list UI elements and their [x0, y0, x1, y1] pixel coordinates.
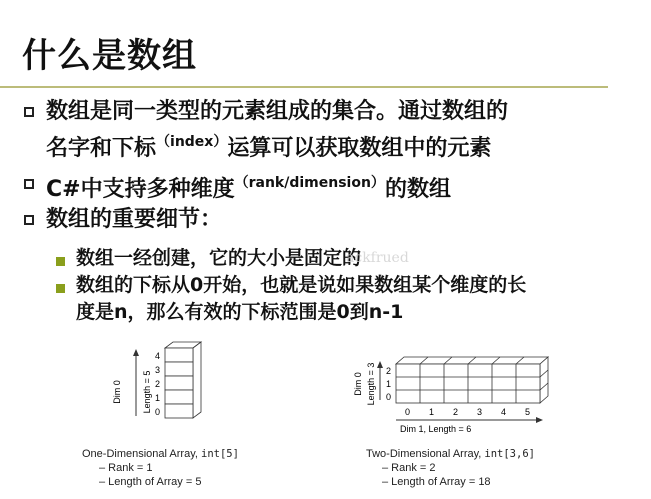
arrow-head-icon — [536, 417, 543, 423]
one-d-length: – Length of Array = 5 — [99, 476, 202, 488]
bullet-2-text-b: 的数组 — [384, 177, 451, 202]
sub-bullet-1: 数组一经创建，它的大小是固定的 — [76, 247, 362, 269]
two-d-length: – Length of Array = 18 — [382, 476, 491, 488]
arrow-head-icon — [133, 349, 139, 356]
two-d-caption — [366, 447, 535, 461]
bullet-1-text-a: 名字和下标 — [46, 136, 157, 161]
row-index-2: 2 — [386, 366, 392, 376]
sub-bullet-square-icon — [56, 284, 65, 293]
col-index-1: 1 — [429, 407, 435, 417]
index-0: 0 — [155, 407, 161, 417]
slide-title: 什么是数组 — [22, 36, 197, 76]
col-index-5: 5 — [525, 407, 531, 417]
one-d-caption — [82, 447, 239, 461]
sub-bullet-square-icon — [56, 257, 65, 266]
grid-cells — [396, 357, 548, 403]
row-index-0: 0 — [386, 392, 392, 402]
one-d-caption-text: One-Dimensional Array, — [82, 448, 202, 460]
one-dimensional-array-diagram — [110, 340, 220, 446]
bullet-square-icon — [24, 215, 34, 225]
one-d-caption-code: int[5] — [201, 448, 239, 460]
title-divider — [0, 86, 608, 88]
dim0-label: Dim 0 — [353, 372, 363, 396]
length-label: Length = 3 — [366, 362, 376, 406]
bullet-1-line-2 — [46, 127, 491, 164]
two-d-caption-code: int[3,6] — [484, 448, 535, 460]
dim0-label: Dim 0 — [112, 380, 122, 404]
bullet-2 — [46, 168, 451, 205]
bullet-3: 数组的重要细节： — [46, 207, 223, 232]
two-d-rank: – Rank = 2 — [382, 462, 436, 474]
row-index-1: 1 — [386, 379, 392, 389]
stack-cells — [165, 342, 201, 418]
two-dimensional-array-diagram — [350, 350, 550, 440]
col-index-4: 4 — [501, 407, 507, 417]
bullet-square-icon — [24, 107, 34, 117]
dim1-label: Dim 1, Length = 6 — [400, 424, 472, 434]
index-3: 3 — [155, 365, 161, 375]
index-2: 2 — [155, 379, 161, 389]
col-index-0: 0 — [405, 407, 411, 417]
col-index-3: 3 — [477, 407, 483, 417]
two-d-caption-text: Two-Dimensional Array, — [366, 448, 485, 460]
bullet-1-text-b: 运算可以获取数组中的元素 — [227, 136, 492, 161]
bullet-2-superscript: （rank/dimension） — [234, 175, 385, 191]
sub-bullet-2-line-1: 数组的下标从0开始，也就是说如果数组某个维度的长 — [76, 274, 527, 296]
sub-bullet-2-line-2: 度是n，那么有效的下标范围是0到n-1 — [76, 301, 404, 323]
col-index-2: 2 — [453, 407, 459, 417]
bullet-square-icon — [24, 179, 34, 189]
index-1: 1 — [155, 393, 161, 403]
bullet-2-text-a: C#中支持多种维度 — [46, 177, 235, 202]
one-d-rank: – Rank = 1 — [99, 462, 153, 474]
bullet-1-line-1: 数组是同一类型的元素组成的集合。通过数组的 — [46, 99, 509, 124]
bullet-1-superscript: （index） — [156, 134, 228, 150]
arrow-head-icon — [377, 361, 383, 368]
watermark: ackfrued — [346, 250, 409, 266]
length-label: Length = 5 — [142, 370, 152, 414]
index-4: 4 — [155, 351, 161, 361]
